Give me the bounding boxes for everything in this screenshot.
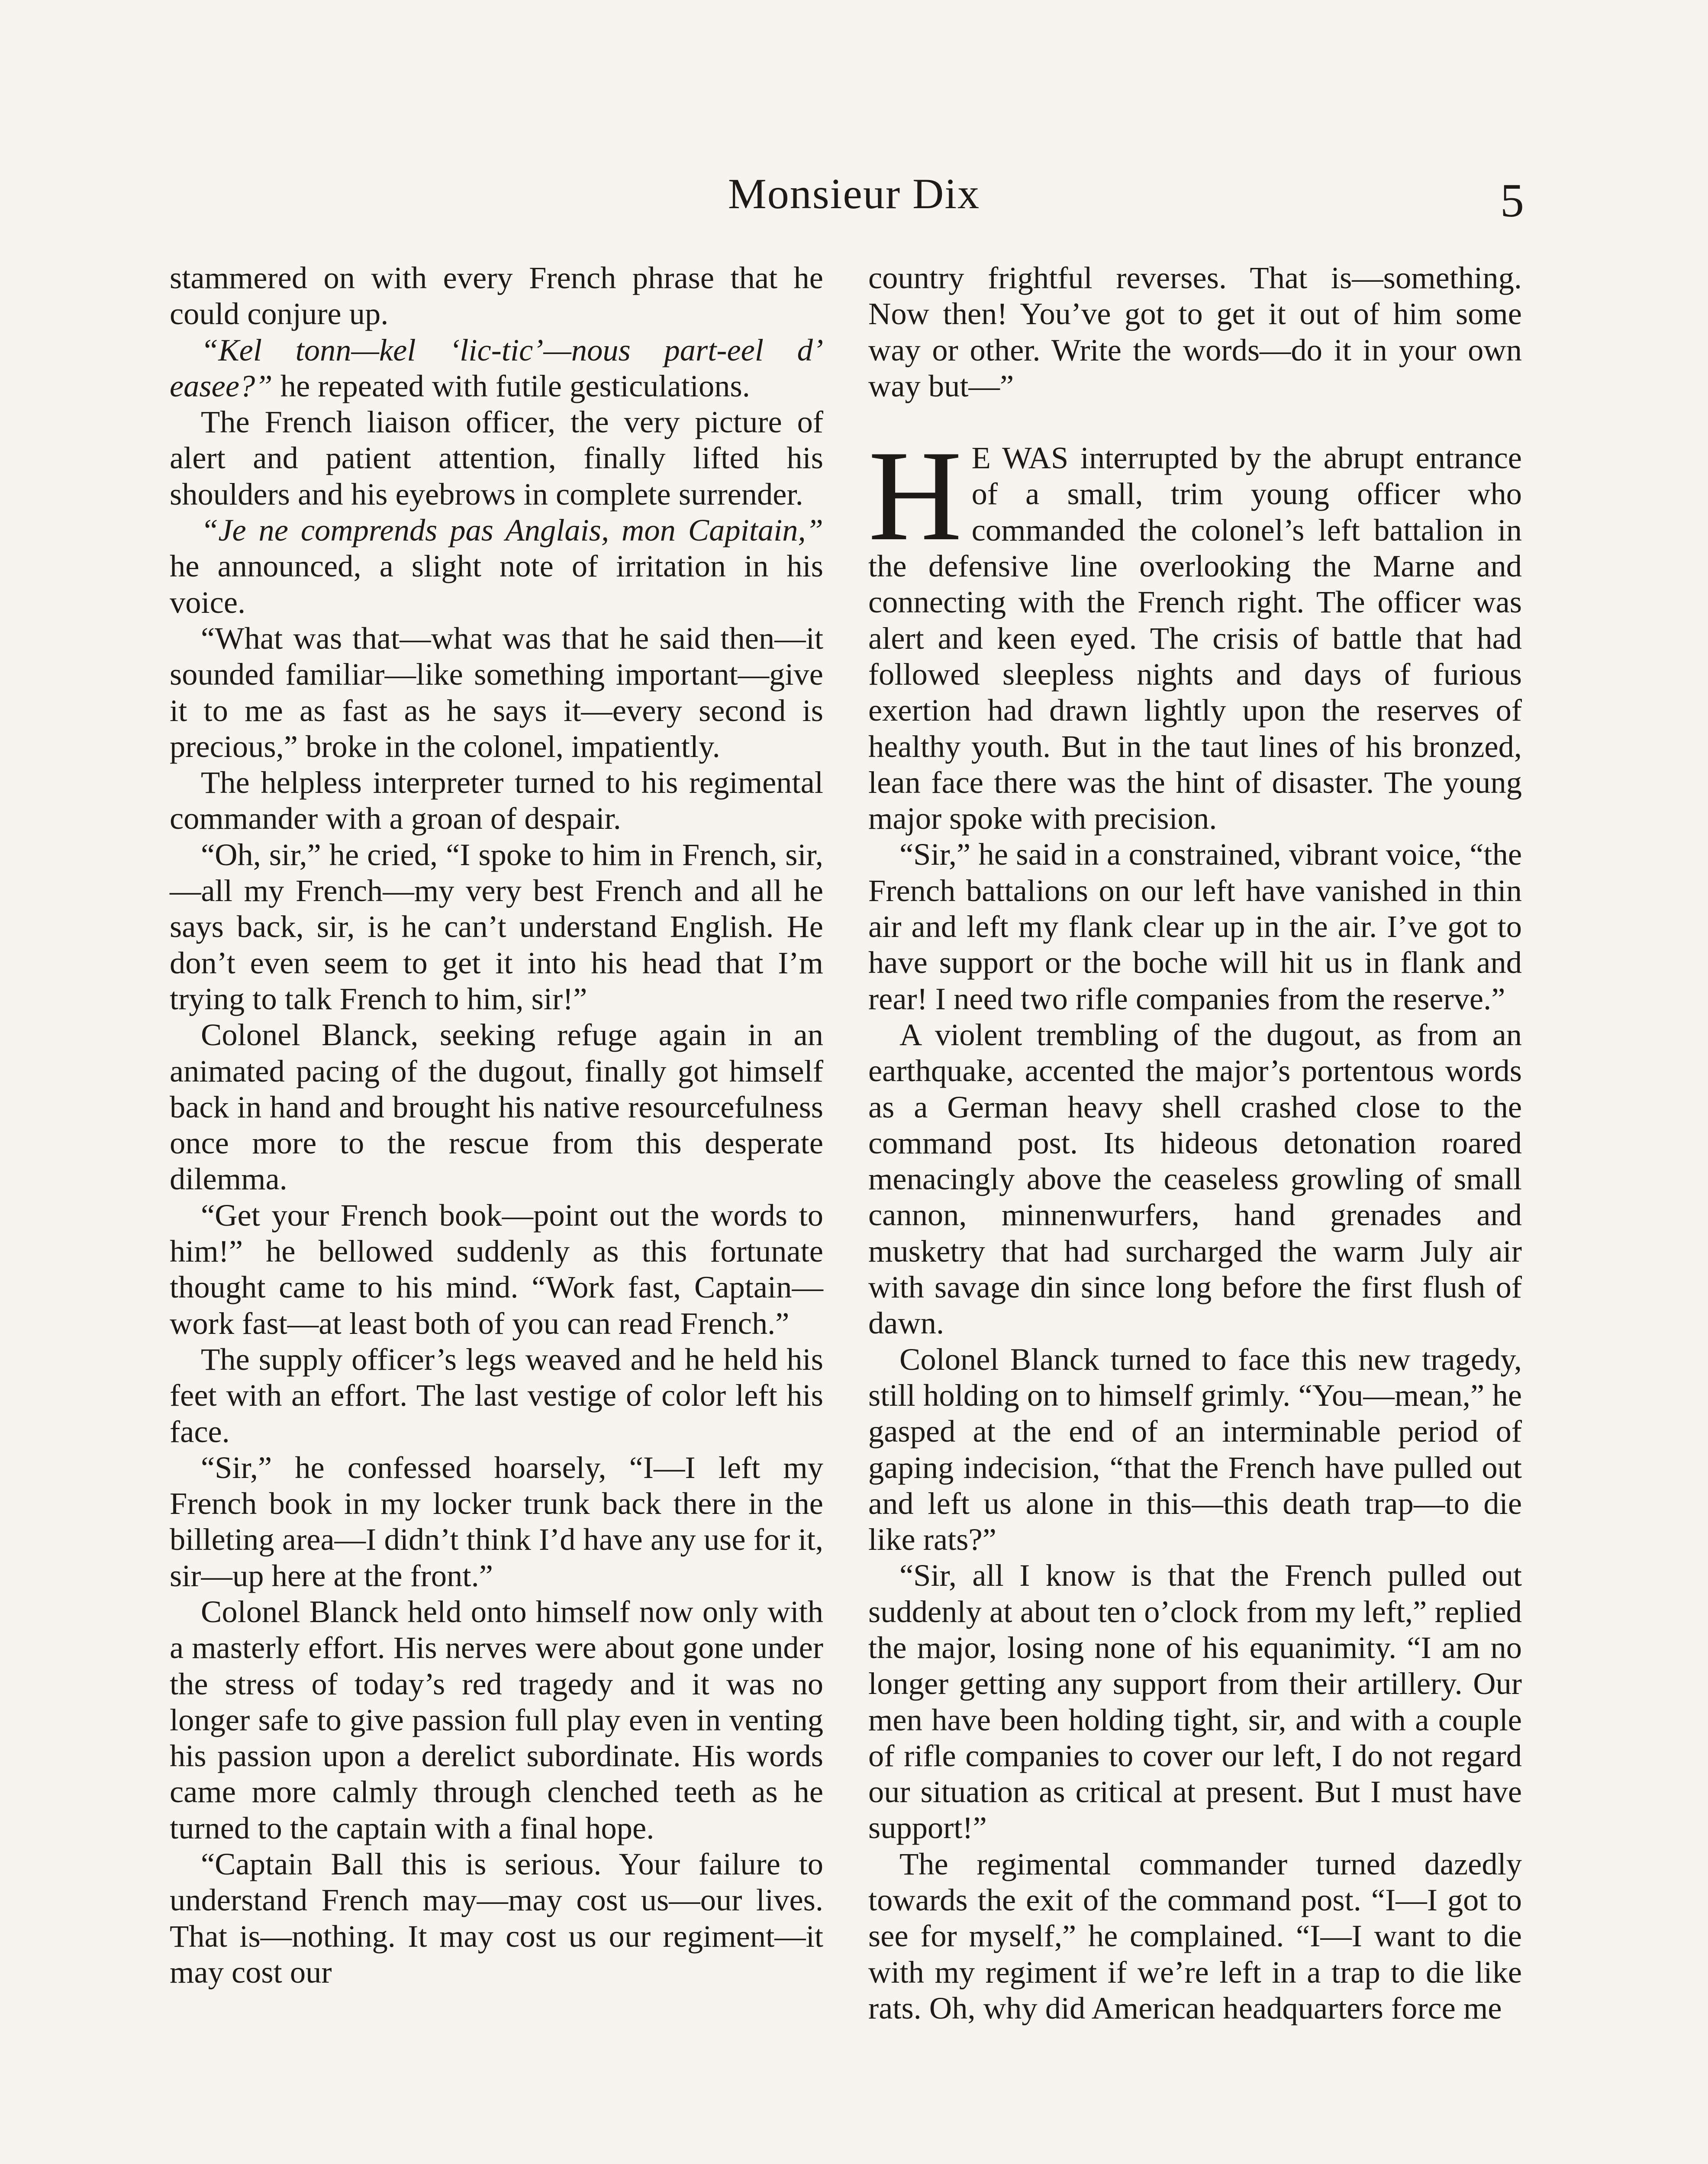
left-text-column	[170, 260, 823, 1990]
paragraph: Colonel Blanck turned to face this new tragedy, still holding on to himself grimly. “You—mean,” he gasped at the end of an interminable period of gaping indecision, “that the French have pulled out and left us alone in this—this death trap—to die like rats?”	[868, 1341, 1522, 1557]
paragraph-text: E WAS interrupted by the abrupt entrance of a small, trim young officer who commanded the colonel’s left battalion in the defensive line overlooking the Marne and connecting with the French right. The officer was alert and keen eyed. The crisis of battle that had followed sleepless nights and days of furious exertion had drawn lightly upon the reserves of healthy youth. But in the taut lines of his bronzed, lean face there was the hint of disaster. The young major spoke with precision.	[868, 440, 1522, 836]
paragraph: “Sir,” he said in a constrained, vibrant voice, “the French battalions on our left have vanished in thin air and left my flank clear up in the air. I’ve got to have support or the boche will hit us in flank and rear! I need two rifle companies from the reserve.”	[868, 837, 1522, 1016]
paragraph-text: he repeated with futile gesticulations.	[272, 368, 750, 403]
paragraph: country frightful reverses. That is—something. Now then! You’ve got to get it out of him some way or other. Write the words—do it in your own way but—”	[868, 260, 1522, 403]
paragraph-text: he announced, a slight note of irritation in his voice.	[170, 548, 823, 620]
paragraph: Colonel Blanck held onto himself now only with a masterly effort. His nerves were about gone under the stress of today’s red tragedy and it was no longer safe to give passion full play even in venting his passion upon a derelict subordinate. His words came more calmly through clenched teeth as he turned to the captain with a final hope.	[170, 1594, 823, 1845]
french-phrase: “Je ne comprends pas Anglais, mon Capitain,”	[201, 512, 823, 548]
paragraph: stammered on with every French phrase that he could conjure up.	[170, 260, 823, 332]
paragraph	[170, 512, 823, 620]
paragraph: “Get your French book—point out the words to him!” he bellowed suddenly as this fortunate thought came to his mind. “Work fast, Captain—work fast—at least both of you can read French.”	[170, 1197, 823, 1341]
running-title: Monsieur Dix	[728, 170, 980, 218]
right-text-column	[868, 260, 1522, 2026]
page-header	[0, 169, 1708, 238]
paragraph: Colonel Blanck, seeking refuge again in an animated pacing of the dugout, finally got himself back in hand and brought his native resourcefulness once more to the rescue from this desperate dilemma.	[170, 1017, 823, 1197]
section-opening-paragraph	[868, 424, 1522, 836]
paragraph: The helpless interpreter turned to his regimental commander with a groan of despair.	[170, 765, 823, 836]
paragraph: A violent trembling of the dugout, as from an earthquake, accented the major’s portentous words as a German heavy shell crashed close to the command post. Its hideous detonation roared menacingly above the ceaseless growling of small cannon, minnenwurfers, hand grenades and musketry that had surcharged the warm July air with savage din since long before the first flush of dawn.	[868, 1017, 1522, 1341]
paragraph: The supply officer’s legs weaved and he held his feet with an effort. The last vestige of color left his face.	[170, 1341, 823, 1449]
drop-cap: H	[868, 424, 962, 568]
paragraph: “What was that—what was that he said then—it sounded familiar—like something important—give it to me as fast as he says it—every second is precious,” broke in the colonel, impatiently.	[170, 620, 823, 764]
paragraph: “Oh, sir,” he cried, “I spoke to him in French, sir,—all my French—my very best French and all he says back, sir, is he can’t understand English. He don’t even seem to get it into his head that I’m trying to talk French to him, sir!”	[170, 837, 823, 1016]
page-number: 5	[1500, 174, 1524, 227]
paragraph: The regimental commander turned dazedly towards the exit of the command post. “I—I got to see for myself,” he complained. “I—I want to die with my regiment if we’re left in a trap to die like rats. Oh, why did American headquarters force me	[868, 1846, 1522, 2026]
paragraph: “Sir, all I know is that the French pulled out suddenly at about ten o’clock from my left,” replied the major, losing none of his equanimity. “I am no longer getting any support from their artillery. Our men have been holding tight, sir, and with a couple of rifle companies to cover our left, I do not regard our situation as critical at present. But I must have support!”	[868, 1558, 1522, 1845]
paragraph: “Captain Ball this is serious. Your failure to understand French may—may cost us—our lives. That is—nothing. It may cost us our regiment—it may cost our	[170, 1846, 823, 1990]
french-phrase: “Kel tonn—kel ‘lic-tic’—nous part-eel d’ easee?”	[170, 332, 823, 403]
paragraph: “Sir,” he confessed hoarsely, “I—I left my French book in my locker trunk back there in the billeting area—I didn’t think I’d have any use for it, sir—up here at the front.”	[170, 1449, 823, 1593]
paragraph	[170, 332, 823, 404]
paragraph: The French liaison officer, the very picture of alert and patient attention, finally lifted his shoulders and his eyebrows in complete surrender.	[170, 404, 823, 512]
